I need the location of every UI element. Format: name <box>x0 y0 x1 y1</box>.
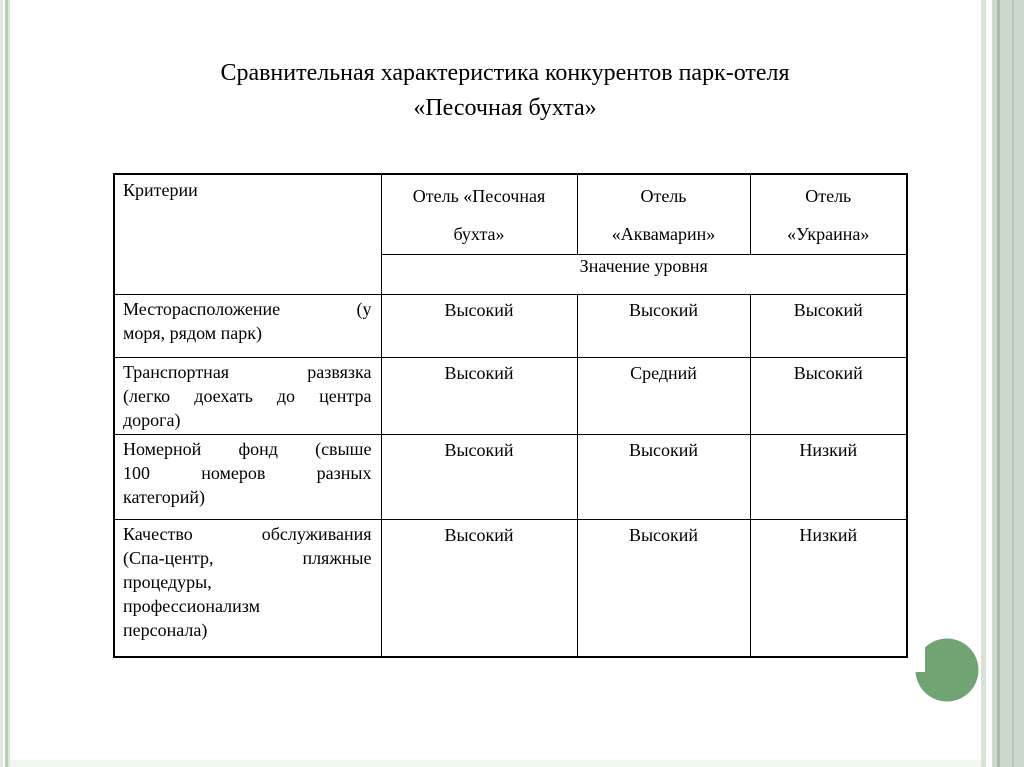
criteria-cell <box>114 358 381 435</box>
criteria-line: (легко доехать до центра <box>123 386 372 406</box>
slide-title <box>105 56 905 126</box>
header-hotel-ukraina-cell <box>750 174 907 255</box>
header-hotel-line: Отель <box>640 186 687 206</box>
value-cell: Низкий <box>750 520 907 657</box>
criteria-line: 100 номеров разных <box>123 463 372 483</box>
table-row <box>114 435 907 520</box>
header-hotel-line: Отель <box>805 186 852 206</box>
criteria-cell <box>114 295 381 358</box>
criteria-cell <box>114 435 381 520</box>
value-cell: Высокий <box>750 358 907 435</box>
criteria-line: Месторасположение (у <box>123 299 372 319</box>
green-circle-decoration <box>912 635 982 705</box>
criteria-line: категорий) <box>123 487 206 507</box>
value-cell: Высокий <box>577 435 750 520</box>
value-cell: Низкий <box>750 435 907 520</box>
subheader-level-value-cell: Значение уровня <box>381 255 907 295</box>
criteria-line: (Спа-центр, пляжные <box>123 548 372 568</box>
value-cell: Высокий <box>381 295 577 358</box>
header-hotel-line: Отель «Песочная <box>412 186 546 206</box>
bottom-edge-strip <box>10 760 981 767</box>
header-hotel-line: «Аквамарин» <box>611 224 716 244</box>
criteria-line: профессионализм <box>123 596 260 616</box>
criteria-line: процедуры, <box>123 572 212 592</box>
header-hotel-line: бухта» <box>453 224 505 244</box>
value-cell: Высокий <box>577 520 750 657</box>
header-criteria-cell: Критерии <box>114 174 381 295</box>
header-hotel-pesochnaya-cell <box>381 174 577 255</box>
slide-title-line-1: Сравнительная характеристика конкурентов парк-отеля <box>220 60 790 86</box>
value-cell: Высокий <box>750 295 907 358</box>
criteria-line: дорога) <box>123 410 181 430</box>
header-row-hotels <box>114 174 907 255</box>
right-edge-stripes <box>992 0 1024 767</box>
table-row <box>114 358 907 435</box>
comparison-table <box>113 173 908 658</box>
value-cell: Средний <box>577 358 750 435</box>
criteria-line: персонала) <box>123 620 208 640</box>
table-row <box>114 520 907 657</box>
criteria-line: Номерной фонд (свыше <box>123 439 372 459</box>
header-hotel-line: «Украина» <box>787 224 870 244</box>
slide-title-line-2: «Песочная бухта» <box>413 95 597 121</box>
left-edge-stripes <box>0 0 10 767</box>
criteria-line: Качество обслуживания <box>123 524 372 544</box>
criteria-cell <box>114 520 381 657</box>
value-cell: Высокий <box>577 295 750 358</box>
criteria-line: моря, рядом парк) <box>123 323 263 343</box>
criteria-line: Транспортная развязка <box>123 362 372 382</box>
value-cell: Высокий <box>381 358 577 435</box>
value-cell: Высокий <box>381 435 577 520</box>
value-cell: Высокий <box>381 520 577 657</box>
table-row <box>114 295 907 358</box>
header-hotel-akvamarin-cell <box>577 174 750 255</box>
